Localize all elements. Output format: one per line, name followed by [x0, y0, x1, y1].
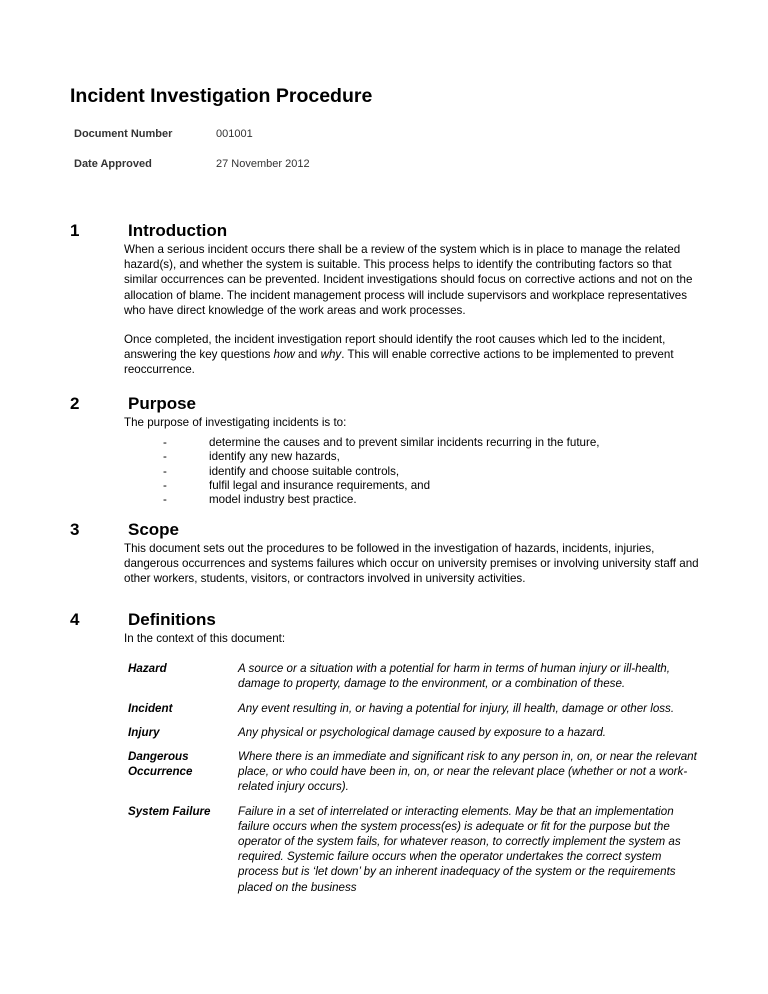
- definition-term: Dangerous Occurrence: [128, 750, 193, 779]
- intro-paragraph-2: [124, 332, 702, 378]
- table-row: [128, 804, 700, 904]
- section-number: 1: [70, 221, 80, 240]
- section-number: 4: [70, 610, 80, 629]
- text-run: Once completed, the incident investigation report should identify the root causes which led to the incident, answering the key questions: [124, 333, 666, 362]
- list-item-text: identify and choose suitable controls,: [209, 464, 400, 478]
- meta-value: 001001: [216, 128, 253, 140]
- section-title: Purpose: [128, 394, 197, 413]
- section-body: [124, 415, 702, 507]
- definitions-table: [128, 661, 700, 904]
- definition-term: Hazard: [128, 662, 167, 676]
- table-row: [128, 701, 700, 725]
- dash-marker: -: [163, 450, 167, 464]
- list-item-text: model industry best practice.: [209, 493, 357, 507]
- definition-text: Failure in a set of interrelated or interacting elements. May be that an implementation failure occurs when the system process(es) is adequate or fit for the purpose but the operator of the system fails, for whatever reason, to correctly implement the system as required. Systemic failure occurs when the operator undertakes the correct system process but is ‘let down’ by an inherent inadequacy of the system or the requirements placed on the business: [238, 804, 681, 894]
- section-title: Introduction: [128, 221, 228, 240]
- list-item: [124, 479, 702, 493]
- dash-marker: -: [163, 464, 167, 478]
- intro-paragraph-1: When a serious incident occurs there shall be a review of the system which is in place to manage the related hazard(s), and whether the system is suitable. This process helps to identify the contributing factors so that similar occurrences can be prevented. Incident investigations should focus on corrective actions and not on the allocation of blame. The incident management process will include supervisors and workplace representatives who have direct knowledge of the work areas and work processes.: [124, 243, 693, 317]
- definitions-lead: In the context of this document:: [124, 632, 286, 645]
- definition-term: System Failure: [128, 804, 211, 818]
- dash-marker: -: [163, 478, 167, 492]
- purpose-list: [124, 436, 702, 507]
- definition-term: Incident: [128, 701, 173, 715]
- text-run: . This will enable corrective actions to be implemented to prevent reoccurrence.: [124, 348, 674, 377]
- definition-text: Any event resulting in, or having a potential for injury, ill health, damage or other loss.: [238, 701, 675, 715]
- section-body: [124, 242, 702, 392]
- list-item-text: determine the causes and to prevent similar incidents recurring in the future,: [209, 436, 600, 450]
- section-number: 3: [70, 520, 80, 539]
- definition-text: Any physical or psychological damage caused by exposure to a hazard.: [238, 725, 606, 739]
- text-run: and: [294, 348, 321, 362]
- meta-value: 27 November 2012: [216, 158, 310, 170]
- definition-term: Injury: [128, 725, 160, 739]
- list-item: [124, 450, 702, 464]
- definition-text: Where there is an immediate and significant risk to any person in, on, or near the relevant place, or who could have been in, on, or near the relevant place (whether or not a work-related injury occurs).: [238, 750, 697, 794]
- section-body: [124, 631, 702, 904]
- definition-text: A source or a situation with a potential for harm in terms of human injury or ill-health, damage to property, damage to the environment, or a combination of these.: [238, 662, 670, 691]
- list-item: [124, 465, 702, 479]
- dash-marker: -: [163, 436, 167, 450]
- list-item: [124, 436, 702, 450]
- list-item: [124, 493, 702, 507]
- table-row: [128, 725, 700, 749]
- section-title: Scope: [128, 520, 180, 539]
- document-title: Incident Investigation Procedure: [70, 85, 373, 107]
- list-item-text: identify any new hazards,: [209, 450, 340, 464]
- emphasis-how: how: [273, 348, 295, 362]
- table-row: [128, 749, 700, 804]
- table-row: [128, 661, 700, 700]
- list-item-text: fulfil legal and insurance requirements, and: [209, 478, 431, 492]
- section-number: 2: [70, 394, 80, 413]
- emphasis-why: why: [320, 348, 342, 362]
- meta-label: Date Approved: [74, 158, 152, 170]
- section-body: [124, 541, 702, 601]
- scope-paragraph: This document sets out the procedures to be followed in the investigation of hazards, incidents, injuries, dangerous occurrences and systems failures which occur on university premises or involving university staff and other workers, students, visitors, or contractors involved in university activities.: [124, 542, 699, 586]
- meta-label: Document Number: [74, 128, 173, 140]
- purpose-lead: The purpose of investigating incidents is to:: [124, 416, 347, 429]
- section-title: Definitions: [128, 610, 216, 629]
- dash-marker: -: [163, 493, 167, 507]
